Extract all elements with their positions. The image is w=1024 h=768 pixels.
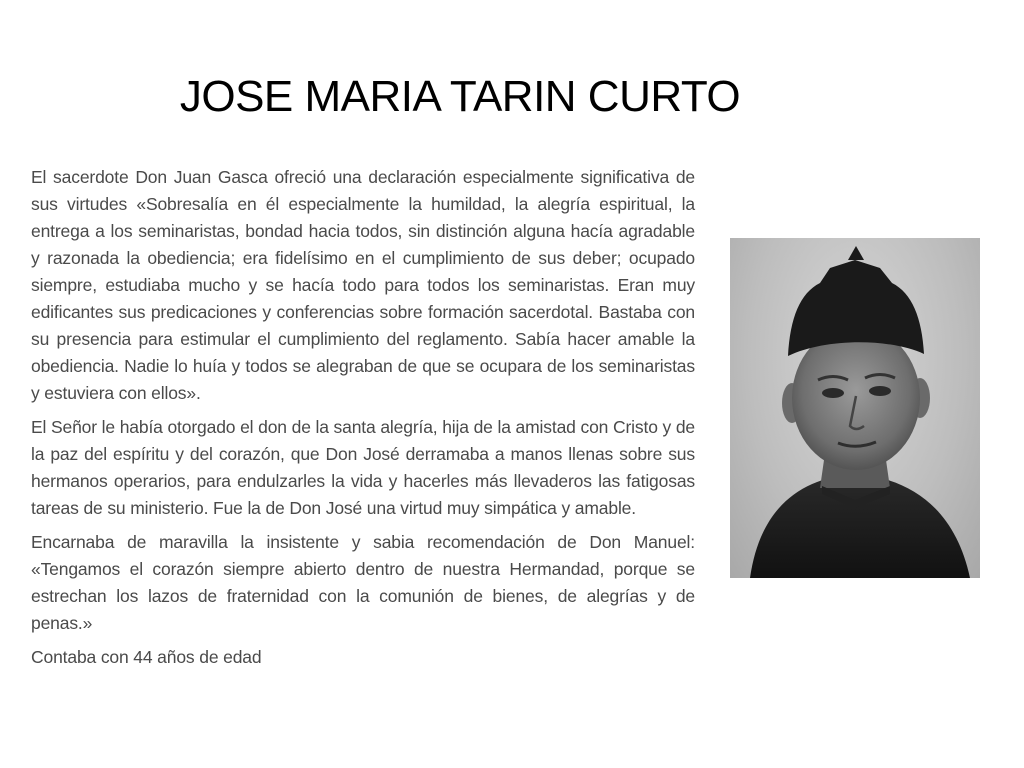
right-eye xyxy=(869,386,891,396)
slide-title: JOSE MARIA TARIN CURTO xyxy=(179,72,741,121)
paragraph-1: El sacerdote Don Juan Gasca ofreció una declaración especialmente significativa de sus virtudes «Sobresalía en él especialmente la humildad, la alegría espiritual, la entrega a los seminaristas, bondad hacia todos, sin distinción alguna hacía agradable y razonada la obediencia; era fidelísimo en el cumplimiento de sus deber; ocupado siempre, estudiaba mucho y se hacía todo para todos los seminaristas. Eran muy edificantes sus predicaciones y conferencias sobre formación sacerdotal. Bastaba con su presencia para estimular el cumplimiento del reglamento. Sabía hacer amable la obediencia. Nadie lo huía y todos se alegraban de que se ocupara de los seminaristas y estuviera con ellos». xyxy=(31,167,695,403)
left-eye xyxy=(822,388,844,398)
paragraph-2: El Señor le había otorgado el don de la santa alegría, hija de la amistad con Cristo y de la paz del espíritu y del corazón, que Don José derramaba a manos llenas sobre sus hermanos operarios, para endulzarles la vida y hacerles más llevaderos las fatigosas tareas de su ministerio. Fue la de Don José una virtud muy simpática y amable. xyxy=(31,417,695,518)
paragraph-3: Encarnaba de maravilla la insistente y sabia recomendación de Don Manuel: «Tengamos el corazón siempre abierto dentro de nuestra Hermandad, porque se estrechan los lazos de fraternidad con la comunión de bienes, de alegrías y de penas.» xyxy=(31,532,695,633)
paragraph-4: Contaba con 44 años de edad xyxy=(31,647,262,667)
biretta-hat xyxy=(788,260,924,356)
cassock-shape xyxy=(750,474,970,578)
portrait-illustration xyxy=(730,238,980,578)
portrait-photo xyxy=(730,238,980,578)
body-text xyxy=(31,164,695,678)
